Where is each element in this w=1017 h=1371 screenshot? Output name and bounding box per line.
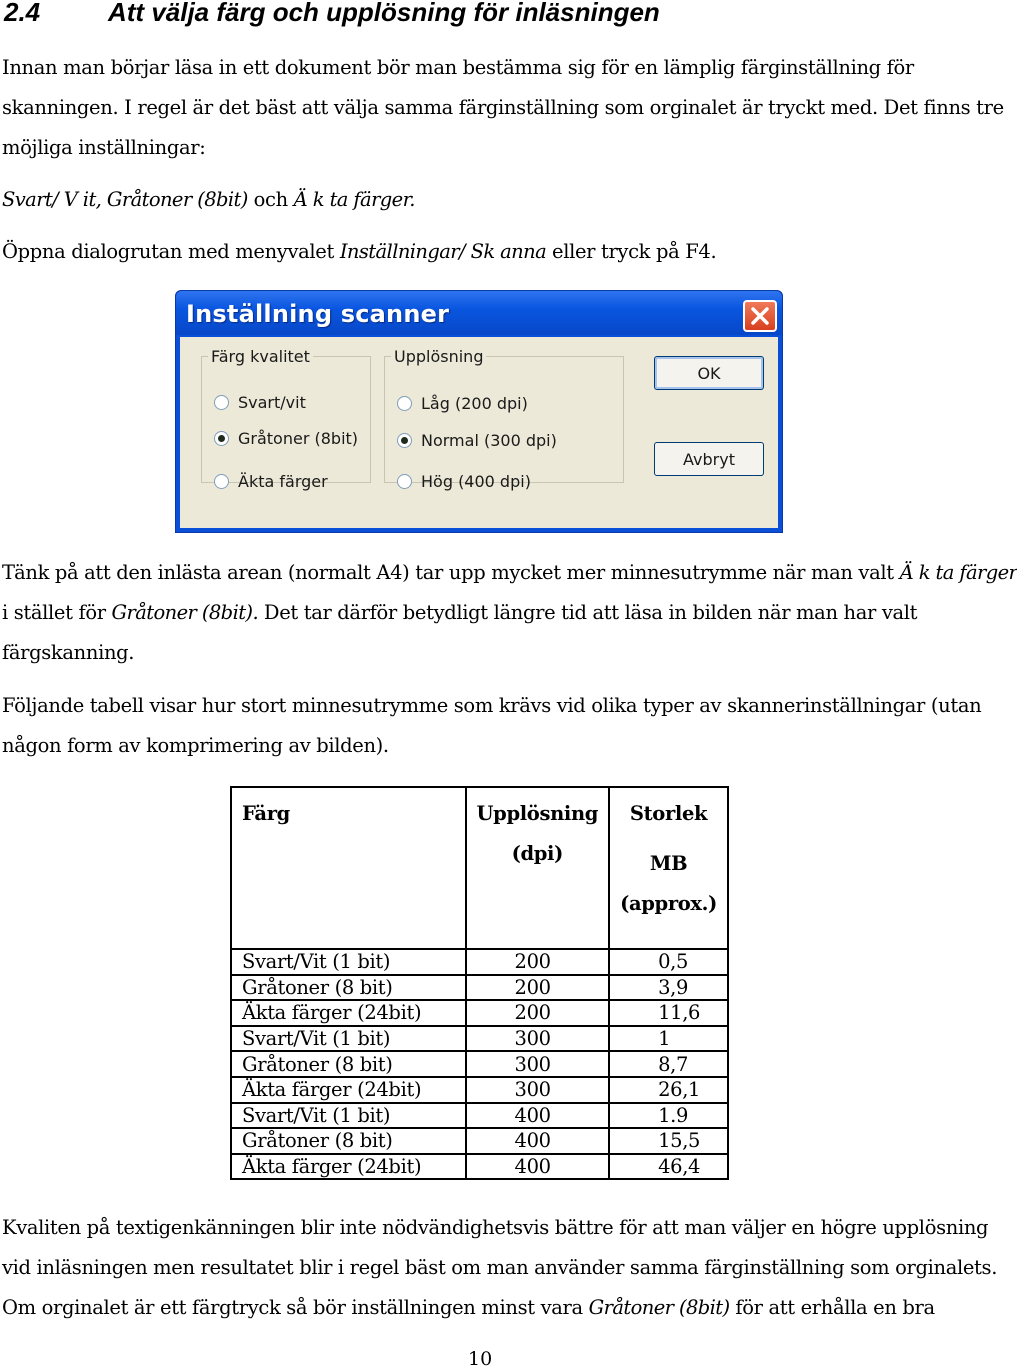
closing-text: Om orginalet är ett färgtryck så bör inställningen minst vara <box>2 1296 583 1319</box>
close-icon <box>745 302 775 330</box>
cell-color: Gråtoner (8 bit) <box>231 975 466 1001</box>
table-intro-paragraph <box>2 686 982 766</box>
cell-resolution: 400 <box>466 1128 610 1154</box>
memory-line: färgskanning. <box>2 641 135 664</box>
menu-path: Inställningar/ Sk anna <box>339 240 547 263</box>
intro-paragraph <box>2 48 1004 168</box>
radio-label: Låg (200 dpi) <box>421 394 528 413</box>
closing-emphasis: Gråtoner (8bit) <box>588 1296 730 1319</box>
cell-resolution: 400 <box>466 1103 610 1129</box>
color-quality-group <box>201 347 371 491</box>
section-title: Att välja färg och upplösning för inläsningen <box>108 0 660 27</box>
cell-color: Svart/Vit (1 bit) <box>231 949 466 975</box>
radio-label: Äkta färger <box>238 472 328 491</box>
page-number: 10 <box>468 1348 493 1370</box>
closing-line: Kvaliten på textigenkänningen blir inte nödvändighetsvis bättre för att man väljer en högre upplösning <box>2 1216 989 1239</box>
table-row <box>231 1026 728 1052</box>
table-row <box>231 1128 728 1154</box>
color-quality-label: Färg kvalitet <box>211 347 310 366</box>
header-resolution-line2: (dpi) <box>511 842 563 865</box>
resolution-label: Upplösning <box>394 347 484 366</box>
resolution-group <box>384 347 624 491</box>
radio-option-low[interactable] <box>397 394 528 416</box>
radio-button[interactable] <box>214 474 229 489</box>
options-and: och <box>253 188 288 211</box>
radio-button-selected[interactable] <box>397 433 412 448</box>
cell-color: Svart/Vit (1 bit) <box>231 1026 466 1052</box>
option-true-color: Ä k ta färger. <box>293 188 415 211</box>
cell-resolution: 200 <box>466 975 610 1001</box>
intro-line: möjliga inställningar: <box>2 136 206 159</box>
menu-instruction <box>2 232 954 272</box>
radio-option-grayscale[interactable] <box>214 429 358 451</box>
table-intro-line: Följande tabell visar hur stort minnesutrymme som krävs vid olika typer av skannerinställningar (utan <box>2 694 982 717</box>
radio-option-bw[interactable] <box>214 393 306 415</box>
cell-color: Äkta färger (24bit) <box>231 1154 466 1180</box>
radio-option-true-color[interactable] <box>214 472 328 494</box>
scanner-settings-dialog <box>175 290 783 533</box>
table-row <box>231 975 728 1001</box>
cell-size: 15,5 <box>609 1128 728 1154</box>
section-heading <box>4 0 660 28</box>
closing-paragraph <box>2 1208 998 1328</box>
cell-color: Gråtoner (8 bit) <box>231 1128 466 1154</box>
cell-resolution: 200 <box>466 949 610 975</box>
memory-text: Det tar därför betydligt längre tid att läsa in bilden när man har valt <box>263 601 918 624</box>
radio-button-selected[interactable] <box>214 431 229 446</box>
memory-text: i stället för <box>2 601 106 624</box>
header-color: Färg <box>231 787 466 949</box>
section-number: 2.4 <box>4 0 41 27</box>
radio-option-normal[interactable] <box>397 431 557 453</box>
cell-size: 3,9 <box>609 975 728 1001</box>
menu-instruction-pre: Öppna dialogrutan med menyvalet <box>2 240 334 263</box>
cell-resolution: 300 <box>466 1026 610 1052</box>
table-row <box>231 949 728 975</box>
cell-size: 1.9 <box>609 1103 728 1129</box>
cell-size: 8,7 <box>609 1051 728 1077</box>
close-button[interactable] <box>743 300 777 332</box>
option-names: Svart/ V it, Gråtoner (8bit) <box>2 188 248 211</box>
memory-emphasis: Gråtoner (8bit). <box>111 601 259 624</box>
cell-color: Gråtoner (8 bit) <box>231 1051 466 1077</box>
cell-resolution: 300 <box>466 1077 610 1103</box>
radio-button[interactable] <box>397 396 412 411</box>
radio-button[interactable] <box>397 474 412 489</box>
header-size-line3: (approx.) <box>620 892 717 915</box>
cell-resolution: 400 <box>466 1154 610 1180</box>
cell-size: 11,6 <box>609 1000 728 1026</box>
memory-size-table <box>230 786 729 1180</box>
table-row <box>231 1000 728 1026</box>
header-size <box>609 787 728 949</box>
menu-instruction-post: eller tryck på F4. <box>552 240 717 263</box>
closing-line <box>2 1288 954 1328</box>
header-size-line2: MB <box>649 852 688 875</box>
radio-button[interactable] <box>214 395 229 410</box>
table-row <box>231 1154 728 1180</box>
cell-size: 46,4 <box>609 1154 728 1180</box>
cancel-button[interactable]: Avbryt <box>654 442 764 476</box>
cell-size: 0,5 <box>609 949 728 975</box>
options-line <box>2 180 954 220</box>
table-row <box>231 1077 728 1103</box>
table-intro-line: någon form av komprimering av bilden). <box>2 734 389 757</box>
header-resolution-line1: Upplösning <box>476 802 599 825</box>
radio-label: Svart/vit <box>238 393 306 412</box>
cell-size: 26,1 <box>609 1077 728 1103</box>
cell-color: Äkta färger (24bit) <box>231 1000 466 1026</box>
memory-emphasis: Ä k ta färger <box>899 561 1017 584</box>
closing-line: vid inläsningen men resultatet blir i regel bäst om man använder samma färginställning som orginalets. <box>2 1256 998 1279</box>
header-resolution <box>466 787 610 949</box>
radio-label: Normal (300 dpi) <box>421 431 557 450</box>
intro-line: Innan man börjar läsa in ett dokument bör man bestämma sig för en lämplig färginställning för <box>2 56 914 79</box>
memory-text: Tänk på att den inlästa arean (normalt A4) tar upp mycket mer minnesutrymme när man valt <box>2 561 894 584</box>
cell-color: Äkta färger (24bit) <box>231 1077 466 1103</box>
dialog-titlebar <box>176 291 782 335</box>
memory-paragraph <box>2 553 1017 673</box>
header-size-line1: Storlek <box>629 802 708 825</box>
memory-line <box>2 593 954 633</box>
radio-label: Hög (400 dpi) <box>421 472 531 491</box>
radio-label: Gråtoner (8bit) <box>238 429 359 448</box>
cell-resolution: 200 <box>466 1000 610 1026</box>
cell-color: Svart/Vit (1 bit) <box>231 1103 466 1129</box>
table-row <box>231 1051 728 1077</box>
memory-line <box>2 553 1017 593</box>
radio-option-high[interactable] <box>397 472 531 494</box>
intro-line: skanningen. I regel är det bäst att välja samma färginställning som orginalet är tryckt med. Det finns tre <box>2 96 1004 119</box>
table-row <box>231 1103 728 1129</box>
closing-text: för att erhålla en bra <box>735 1296 935 1319</box>
dialog-client-area <box>180 337 778 528</box>
dialog-title: Inställning scanner <box>186 300 450 328</box>
table-header-row <box>231 787 728 949</box>
ok-button[interactable]: OK <box>654 356 764 390</box>
cell-resolution: 300 <box>466 1051 610 1077</box>
cell-size: 1 <box>609 1026 728 1052</box>
